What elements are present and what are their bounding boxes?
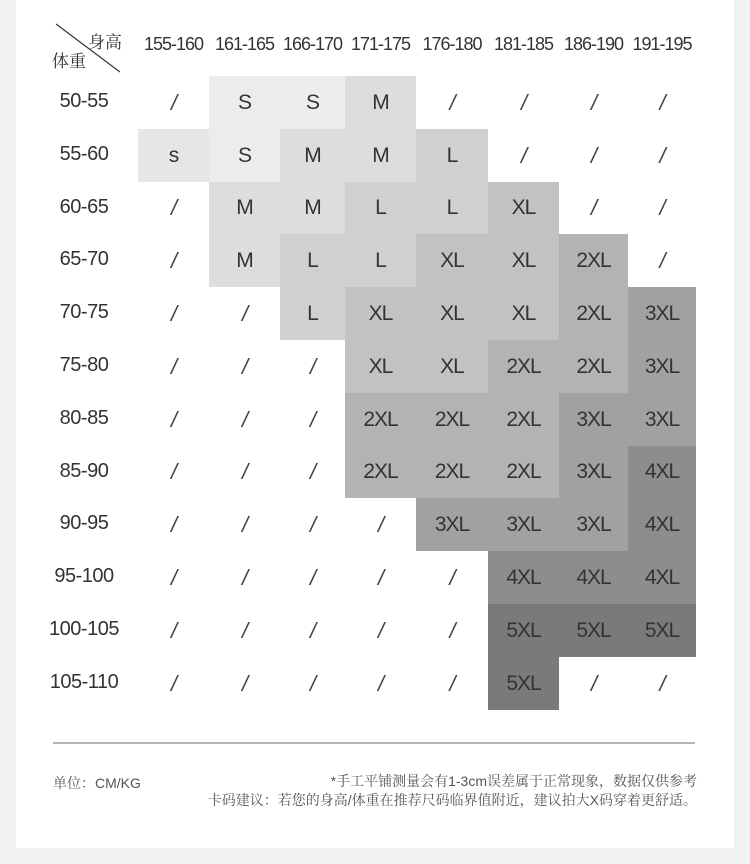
size-cell-empty: / xyxy=(241,353,248,379)
size-cell-empty: / xyxy=(659,142,665,168)
size-cell: M xyxy=(209,234,280,287)
size-cell-empty: / xyxy=(449,617,455,643)
weight-axis-label: 体重 xyxy=(52,52,86,71)
measurement-note: *手工平铺测量会有1-3cm误差属于正常现象，数据仅供参考 xyxy=(330,773,697,789)
size-cell-empty: / xyxy=(170,406,177,432)
size-cell: S xyxy=(209,129,280,182)
height-column-header: 186-190 xyxy=(563,34,624,54)
size-cell-empty: / xyxy=(309,670,316,696)
size-cell-empty: / xyxy=(309,353,316,379)
size-cell-empty: / xyxy=(241,564,248,590)
height-column-header: 176-180 xyxy=(422,34,482,54)
weight-row-header: 75-80 xyxy=(59,354,109,376)
weight-row-header: 105-110 xyxy=(49,670,119,693)
size-cell-empty: / xyxy=(170,670,177,696)
height-column-header: 181-185 xyxy=(493,34,554,54)
weight-row-header: 50-55 xyxy=(59,90,109,112)
size-cell: L xyxy=(416,182,488,234)
size-cell: 2XL xyxy=(345,393,416,446)
size-cell-empty: / xyxy=(377,670,384,696)
size-cell-empty: / xyxy=(170,195,177,220)
size-cell: 2XL xyxy=(416,393,488,446)
size-cell-empty: / xyxy=(520,142,527,168)
size-cell: XL xyxy=(345,287,416,340)
height-column-header: 191-195 xyxy=(632,34,692,54)
size-cell-empty: / xyxy=(659,247,665,273)
size-cell-empty: / xyxy=(241,300,248,326)
size-cell-empty: / xyxy=(241,617,248,643)
size-cell: L xyxy=(280,287,345,340)
size-cell: 4XL xyxy=(559,551,628,604)
size-cell: 5XL xyxy=(559,604,628,657)
size-advice-note: 卡码建议：若您的身高/体重在推荐尺码临界值附近，建议拍大X码穿着更舒适。 xyxy=(207,792,697,808)
size-cell-empty: / xyxy=(241,406,248,432)
size-cell: S xyxy=(280,76,345,129)
size-cell-empty: / xyxy=(377,564,384,590)
size-cell: M xyxy=(280,129,345,182)
size-cell: 3XL xyxy=(628,287,696,340)
size-cell: M xyxy=(209,182,280,234)
size-cell-empty: / xyxy=(309,564,316,590)
size-cell: 4XL xyxy=(628,498,696,551)
size-cell: M xyxy=(345,129,416,182)
size-cell: L xyxy=(416,129,488,182)
size-cell-empty: / xyxy=(309,406,316,432)
size-cell: 3XL xyxy=(628,393,696,446)
size-cell: 3XL xyxy=(559,446,628,498)
size-cell: 2XL xyxy=(488,340,559,393)
size-cell: XL xyxy=(416,287,488,340)
footer-divider xyxy=(53,742,695,744)
size-cell: 3XL xyxy=(559,393,628,446)
weight-row-header: 85-90 xyxy=(59,459,109,482)
size-cell-empty: / xyxy=(449,564,455,590)
size-cell-empty: / xyxy=(590,195,597,220)
size-cell-empty: / xyxy=(590,142,597,168)
size-cell-empty: / xyxy=(449,670,455,696)
size-cell-empty: / xyxy=(590,670,597,696)
size-cell: M xyxy=(280,182,345,234)
weight-row-header: 90-95 xyxy=(59,512,109,535)
size-cell-empty: / xyxy=(377,617,384,643)
size-cell: 4XL xyxy=(488,551,559,604)
size-cell: 2XL xyxy=(345,446,416,498)
size-cell: 2XL xyxy=(488,393,559,446)
size-cell-empty: / xyxy=(241,511,248,537)
size-cell: s xyxy=(138,129,209,182)
size-cell-empty: / xyxy=(377,511,384,537)
weight-row-header: 55-60 xyxy=(59,142,109,165)
weight-row-header: 100-105 xyxy=(49,618,119,640)
size-cell: 3XL xyxy=(628,340,696,393)
weight-row-header: 95-100 xyxy=(54,565,114,588)
table-corner-header xyxy=(52,22,120,74)
size-cell: 4XL xyxy=(628,446,696,498)
size-cell: 3XL xyxy=(559,498,628,551)
size-cell: 5XL xyxy=(488,604,559,657)
weight-row-header: 80-85 xyxy=(59,406,109,429)
size-cell: XL xyxy=(416,340,488,393)
size-cell-empty: / xyxy=(309,459,316,484)
size-cell: 2XL xyxy=(559,340,628,393)
size-cell-empty: / xyxy=(659,670,665,696)
size-cell-empty: / xyxy=(170,300,177,326)
size-cell-empty: / xyxy=(590,89,597,115)
size-cell: M xyxy=(345,76,416,129)
size-cell: 2XL xyxy=(559,234,628,287)
size-cell-empty: / xyxy=(170,617,177,643)
size-cell-empty: / xyxy=(520,89,527,115)
height-column-header: 155-160 xyxy=(143,34,204,54)
size-cell: 4XL xyxy=(628,551,696,604)
size-cell: XL xyxy=(488,234,559,287)
size-cell: L xyxy=(345,234,416,287)
height-column-header: 166-170 xyxy=(282,34,343,54)
size-cell: 3XL xyxy=(416,498,488,551)
size-cell: L xyxy=(345,182,416,234)
unit-label: 单位：CM/KG xyxy=(53,775,141,791)
height-axis-label: 身高 xyxy=(88,33,122,52)
size-cell: S xyxy=(209,76,280,129)
weight-row-header: 60-65 xyxy=(59,195,109,218)
size-cell-empty: / xyxy=(170,564,177,590)
height-column-header: 161-165 xyxy=(214,34,275,54)
size-cell: 5XL xyxy=(488,657,559,710)
size-cell: XL xyxy=(488,287,559,340)
size-cell: 2XL xyxy=(488,446,559,498)
size-cell-empty: / xyxy=(309,617,316,643)
size-cell: 2XL xyxy=(416,446,488,498)
size-cell-empty: / xyxy=(170,89,177,115)
size-cell-empty: / xyxy=(659,89,665,115)
size-cell: XL xyxy=(345,340,416,393)
size-cell-empty: / xyxy=(170,511,177,537)
size-cell-empty: / xyxy=(309,511,316,537)
size-cell-empty: / xyxy=(170,459,177,484)
size-cell: XL xyxy=(416,234,488,287)
size-cell-empty: / xyxy=(241,670,248,696)
height-column-header: 171-175 xyxy=(350,34,411,54)
size-cell: L xyxy=(280,234,345,287)
size-cell: 3XL xyxy=(488,498,559,551)
weight-row-header: 65-70 xyxy=(59,248,109,271)
size-cell: 5XL xyxy=(628,604,696,657)
weight-row-header: 70-75 xyxy=(59,301,109,324)
size-cell-empty: / xyxy=(170,247,177,273)
size-cell-empty: / xyxy=(659,195,665,220)
size-cell: 2XL xyxy=(559,287,628,340)
size-cell: XL xyxy=(488,182,559,234)
size-cell-empty: / xyxy=(170,353,177,379)
size-cell-empty: / xyxy=(449,89,455,115)
size-cell-empty: / xyxy=(241,459,248,484)
